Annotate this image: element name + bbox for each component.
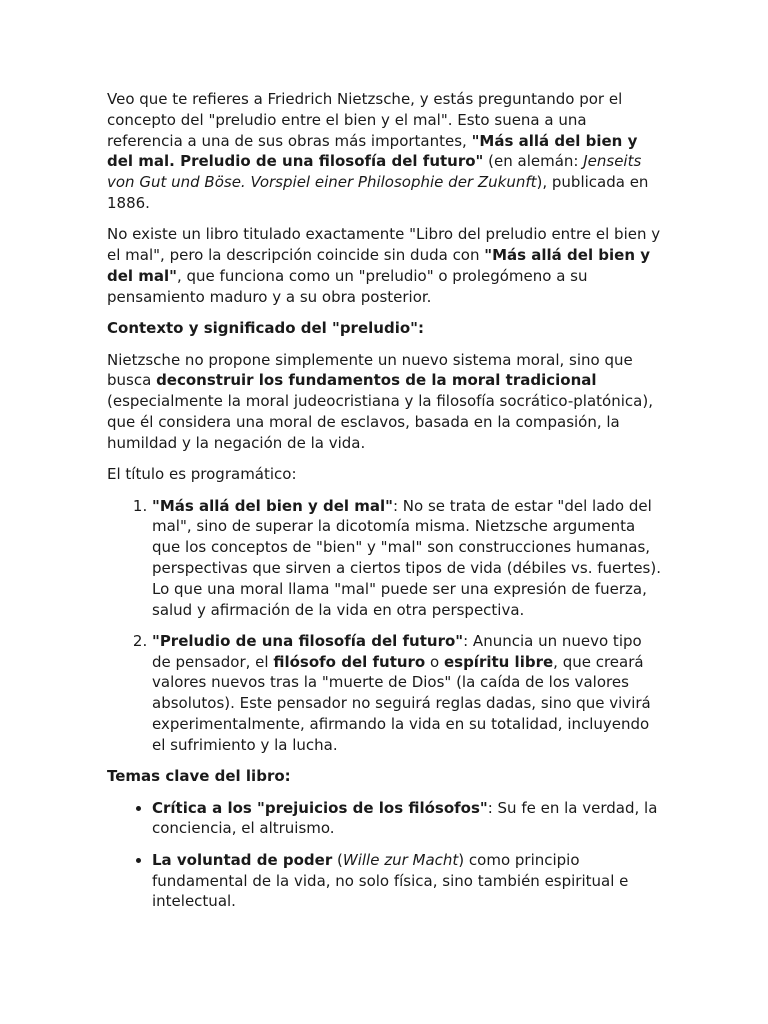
list-item-text: o [425, 652, 444, 671]
german-title-italic: Jenseits von Gut und Böse. Vorspiel einer Philosophie der Zukunft [107, 152, 642, 192]
text-run: No existe un libro titulado exactamente "Libro del preludio entre el bien y el mal", pero la descripción coincide sin duda con [107, 225, 661, 265]
text-run: , que funciona como un "preludio" o prolegómeno a su pensamiento maduro y a su obra posterior. [107, 266, 588, 306]
list-item-bold: espíritu libre [443, 652, 554, 671]
list-item [152, 798, 663, 840]
themes-heading [107, 766, 663, 787]
list-item-text: ( [332, 850, 343, 869]
intro-paragraph-1 [107, 89, 663, 214]
list-item-text: : Su fe en la verdad, la conciencia, el altruismo. [152, 798, 658, 838]
text-run: (en alemán: [483, 152, 584, 171]
list-item-text: : Anuncia un nuevo tipo de pensador, el [152, 631, 642, 671]
list-item [152, 631, 663, 756]
list-item-bold: La voluntad de poder [152, 850, 333, 869]
list-item-text: : No se trata de estar "del lado del mal", sino de superar la dicotomía misma. Nietzsche argumenta que los conceptos de "bien" y "mal" son construcciones humanas, perspectivas que sirven a ciertos tipos de vida (débiles vs. fuertes). Lo que una moral llama "mal" puede ser una expresión de fuerza, salud y afirmación de la vida en otra perspectiva. [152, 496, 661, 619]
text-run: (especialmente la moral judeocristiana y la filosofía socrático-platónica), que él considera una moral de esclavos, basada en la compasión, la humildad y la negación de la vida. [107, 392, 653, 452]
text-run: ), publicada en 1886. [107, 173, 649, 212]
list-item [152, 850, 663, 912]
list-item-bold: "Más allá del bien y del mal" [152, 496, 393, 515]
book-title-bold: "Más allá del bien y del mal. Preludio de una filosofía del futuro" [107, 131, 638, 171]
document-body [107, 89, 663, 923]
list-item [152, 496, 663, 621]
context-heading [107, 318, 663, 339]
list-item-text: ) como principio fundamental de la vida, no solo física, sino también espiritual e intelectual. [152, 850, 629, 911]
list-item-bold: "Preludio de una filosofía del futuro" [152, 631, 464, 650]
title-programmatic-line: El título es programático: [107, 465, 297, 484]
book-title-bold: "Más allá del bien y del mal" [107, 246, 651, 285]
list-item-text: , que creará valores nuevos tras la "muerte de Dios" (la caída de los valores absolutos). Este pensador no seguirá reglas dadas, sino que vivirá experimentalmente, afirmando la vida en su totalidad, incluyendo el sufrimiento y la lucha. [152, 652, 651, 754]
title-explanation-list [107, 496, 663, 756]
german-term-italic: Wille zur Macht [342, 850, 459, 869]
heading-text: Contexto y significado del "preludio": [107, 319, 424, 338]
text-run: Nietzsche no propone simplemente un nuevo sistema moral, sino que busca [107, 350, 633, 390]
list-item-bold: Crítica a los "prejuicios de los filósofos" [152, 798, 488, 817]
themes-list [107, 798, 663, 913]
text-run: Veo que te refieres a Friedrich Nietzsche, y estás preguntando por el concepto del "preludio entre el bien y el mal". Esto suena a una referencia a una de sus obras más importantes, [107, 90, 623, 150]
heading-text: Temas clave del libro: [107, 767, 291, 786]
bold-phrase: deconstruir los fundamentos de la moral tradicional [156, 371, 597, 390]
intro-paragraph-2 [107, 224, 663, 307]
list-item-bold: filósofo del futuro [273, 652, 426, 671]
context-paragraph [107, 350, 663, 454]
